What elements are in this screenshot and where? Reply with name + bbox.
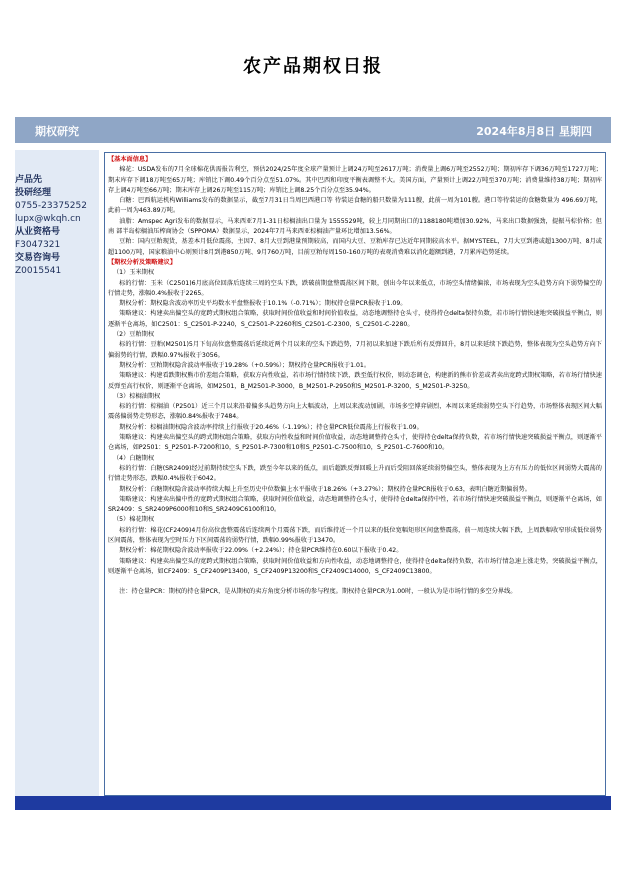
corn-factor: 期权分析：期权隐含波动率历史平均数水平盘整报收于10.1%（-0.71%）；期权持仓量PCR报收于1.09。 xyxy=(119,300,407,308)
qualification-number: F3047321 xyxy=(15,240,61,250)
strategy-heading: 【期权分析及策略建议】 xyxy=(108,258,177,266)
cotton-title: （5）棉花期权 xyxy=(112,516,155,524)
fundamentals-palm-oil: 油脂：Amspec Agri发布的数据显示，马来西亚7月1-31日棕榈油出口量为 1555529吨，较上月同期出口的1188180吨增加30.92%，马来出口数据强劲，提振马棕价格；但南 部半岛棕榈油压榨商协会（SPPOMA）数据显示，2024年7月马来西亚棕榈油产量环比增加13.56%。 xyxy=(108,217,602,236)
consult-label: 交易咨询号 xyxy=(15,253,61,263)
qualification-label: 从业资格号 xyxy=(15,227,61,237)
fundamentals-soymeal: 豆粕：国内豆粕现货，基差本月低位震荡，主因7、8月大豆到港量预期较高，而国内大豆、豆粕库存已达近年同期较高水平。据MYSTEEL，7月大豆到港或超1300万吨、8月或超1100万吨，国家粮油中心则预计8月到港850万吨、9月760万吨，目前豆粕每周150-160万吨的表观消费难以消化超额到港，7月累库趋势延续。 xyxy=(108,238,602,256)
corn-strategy: 策略建议：构建卖出偏空头的宽跨式期权组合策略，获取时间价值收益和时间价值收益，动态地调整持仓头寸，使得持仓delta保持负数，若市场行情快速地突破损益平衡点，则逐渐平仓离场，如C2501：S_C2501-P-2240，S_C2501-P-2260和S_C2501-C-2300，S_C2501-C-2280。 xyxy=(108,310,602,328)
analyst-role: 投研经理 xyxy=(15,188,52,198)
consult-number: Z0015541 xyxy=(15,266,62,276)
palm-title: （3）棕榈油期权 xyxy=(112,392,161,400)
report-body xyxy=(104,152,606,796)
cotton-factor: 期权分析：棉花期权隐含波动率报收于22.09%（+2.24%）；持仓量PCR维持在0.60以下报收于0.42。 xyxy=(119,547,403,555)
palm-trend: 标的行情：棕榈油（P2501）近三个月以来沿着偏多头趋势方向上大幅波动，上周以来波动加剧，市场多空博弈剧烈，本周以来延续弱势空头下行趋势，市场整体表现区间大幅震荡偏弱势走势形态，涨幅0.84%报收于7484。 xyxy=(108,403,602,421)
header-band xyxy=(15,117,611,143)
sugar-strategy: 策略建议：构建卖出偏中性的宽跨式期权组合策略，获取时间价值收益，动态地调整持仓头寸，使得持仓delta保持中性，若市场行情快速突破损益平衡点，则逐渐平仓离场，如SR2409：S_SR2409P6000和10和S_SR2409C6100和10。 xyxy=(108,495,602,514)
cotton-strategy: 策略建议：构建卖出偏空头的宽跨式期权组合策略，获取时间价值收益和方向性收益，动态地调整持仓，使得持仓delta保持负数，若市场行情急速上涨走势，突破损益平衡点，则逐渐平仓离场，如CF2409：S_CF2409P13400，S_CF2409P13200和S_CF2409C14000，S_CF2409C13800。 xyxy=(108,557,602,575)
analyst-phone: 0755-23375252 xyxy=(15,201,87,211)
section-label: 期权研究 xyxy=(35,125,79,138)
analyst-name: 卢品先 xyxy=(15,175,43,185)
sugar-title: （4）白糖期权 xyxy=(112,454,155,462)
soymeal-strategy: 策略建议：构建看跌期权熊市价差组合策略，获取方向性收益，若市场行情持续下跌，跌至低行权价，则动态调仓，构建新的熊市价差或者卖出宽跨式期权策略，若市场行情快速反弹至高行权价，则逐渐平仓离场，如M2501，B_M2501-P-3000，B_M2501-P-2950和S_M2501-P-3200，S_M2501-P-3250。 xyxy=(108,372,602,390)
footer-bar xyxy=(15,796,611,810)
sugar-trend: 标的行情：白糖(SR2409)经过前期持续空头下跌，跌至今年以来的低点，而后超跌反弹回暖上升而后受阻回落延续弱势偏空头，整体表现为上方有压力的低位区间弱势大震荡的行情走势形态，跌幅0.4%报收于6042。 xyxy=(108,464,602,483)
sugar-factor: 期权分析：白糖期权隐含波动率持续大幅上升至历史中位数偏上水平报收于18.26%（+3.27%）；期权持仓量PCR报收于0.63，表明白糖近期偏弱势。 xyxy=(119,485,531,493)
soymeal-factor: 期权分析：豆粕期权隐含波动率报收于19.28%（+0.59%）；期权持仓量PCR报收于1.01。 xyxy=(119,361,371,369)
soymeal-title: （2）豆粕期权 xyxy=(112,331,155,339)
pcr-note: 注：持仓量PCR：期权的持仓量PCR，是从期权的卖方角度分析市场的参与程度。期权持仓量PCR为1.00时，一般认为是市场行情的多空分界线。 xyxy=(119,588,517,596)
palm-factor: 期权分析：棕榈油期权隐含波动率持续上行报收于20.46%（-1.19%）；持仓量PCR低位震荡上行报收于1.09。 xyxy=(119,423,423,431)
palm-strategy: 策略建议：构建卖出偏空头的跨式期权组合策略，获取方向性收益和时间价值收益，动态地调整持仓头寸，使得持仓delta保持负数，若市场行情快速突破损益平衡点，则逐渐平仓离场，如P2501：S_P2501-P-7200和10，S_P2501-P-7300和10和S_P2501-C-7500和10，S_P2501-C-7600和10。 xyxy=(108,434,602,452)
report-title: 农产品期权日报 xyxy=(243,56,383,77)
analyst-info xyxy=(15,174,87,278)
fundamentals-heading: 【基本面信息】 xyxy=(108,156,152,163)
fundamentals-sugar: 白糖：巴西航运机构Williams发布的数据显示，截至7月31日当周巴西港口等 待装运食糖的船只数量为111艘，此前一周为101艘。港口等待装运的食糖数量为 496.69万吨，此前一周为463.89万吨。 xyxy=(108,197,602,215)
corn-trend: 标的行情：玉米（C2501)6月底高位回落后连续三周的空头下跌，跌破前期盘整震荡区间下限，创出今年以来低点，市场空头情绪偏浓，市场表现为空头趋势方向下弱势偏空的行情走势，涨幅0.4%报收于2265。 xyxy=(108,279,602,297)
fundamentals-cotton: 棉花：USDA发布的7月全球棉花供需报告利空，预估2024/25年度全球产量预计上调24万吨至2617万吨；消费量上调6万吨至2552万吨；期初库存下调36万吨至1727万吨；期末库存下调18万吨至65万吨；库销比下调0.49个百分点至51.07%。其中巴西和印度平衡表调整不大。美国方面，产量预计上调22万吨至370万吨；消费量维持38万吨；期初库存上调4万吨至66万吨；期末库存上调26万吨至115万吨；库销比上调8.25个百分点至35.94%。 xyxy=(108,166,602,194)
soymeal-trend: 标的行情：豆粕(M2501)5月下旬高位盘整震荡后延续近两个月以来的空头下跌趋势，7月初以来加速下跌后所有反弹回升，8月以来延续下跌趋势，整体表现为空头趋势方向下偏弱势的行情，跌幅0.97%报收于3056。 xyxy=(108,341,602,359)
report-date: 2024年8月8日 星期四 xyxy=(476,125,592,138)
corn-title: （1）玉米期权 xyxy=(112,269,155,277)
analyst-email[interactable]: lupx@wkqh.cn xyxy=(15,214,81,224)
cotton-trend: 标的行情：棉花(CF2409)4月份高位盘整震荡后连续两个月震荡下跌，而后维持近一个月以来的低位宽幅矩形区间盘整震荡，前一周连续大幅下跌，上周跌幅收窄形成低位弱势区间震荡，整体表现为空时压力下区间震荡的弱势行情，跌幅0.99%报收于13470。 xyxy=(108,526,602,544)
